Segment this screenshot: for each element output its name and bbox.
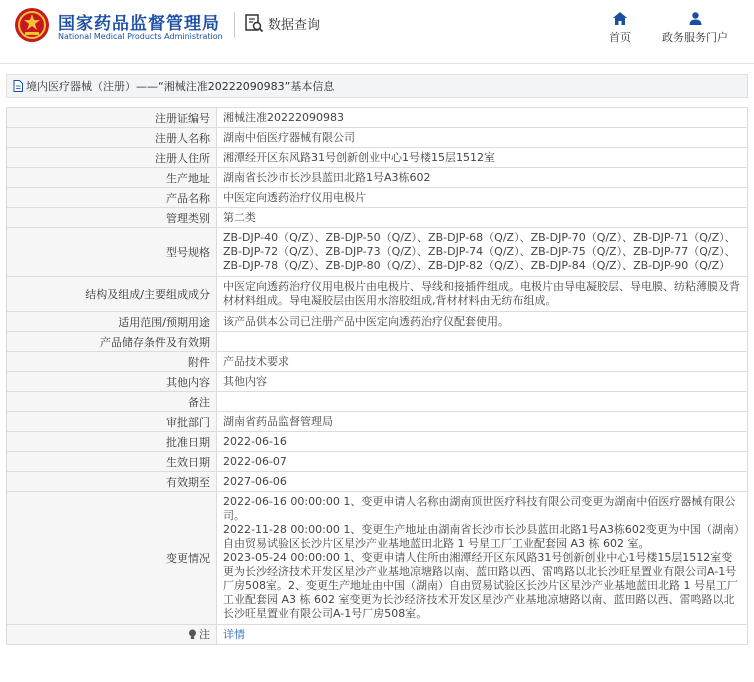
row-value: 湘械注准20222090983 bbox=[217, 108, 748, 128]
row-label: 其他内容 bbox=[7, 372, 217, 392]
table-row bbox=[7, 332, 748, 352]
row-value: 中医定向透药治疗仪用电极片由电极片、导线和接插件组成。电极片由导电凝胶层、导电膜、纺粘薄膜及背材材料组成。导电凝胶层由医用水溶胶组成,背材材料由无纺布组成。 bbox=[217, 277, 748, 312]
brand-title[interactable]: 国家药品监督管理局 bbox=[58, 14, 220, 34]
table-row bbox=[7, 412, 748, 432]
user-icon bbox=[689, 12, 702, 25]
row-label: 管理类别 bbox=[7, 208, 217, 228]
table-row bbox=[7, 392, 748, 412]
row-label: 产品储存条件及有效期 bbox=[7, 332, 217, 352]
row-value: 湖南省药品监督管理局 bbox=[217, 412, 748, 432]
site-header bbox=[0, 0, 754, 64]
table-row bbox=[7, 228, 748, 277]
row-label: 注册证编号 bbox=[7, 108, 217, 128]
change-history bbox=[217, 492, 748, 625]
table-row bbox=[7, 148, 748, 168]
table-row bbox=[7, 472, 748, 492]
change-label: 变更情况 bbox=[7, 492, 217, 625]
header-divider bbox=[234, 12, 235, 38]
row-value: 其他内容 bbox=[217, 372, 748, 392]
details-link[interactable]: 详情 bbox=[223, 627, 245, 641]
table-row bbox=[7, 168, 748, 188]
row-label: 结构及组成/主要组成成分 bbox=[7, 277, 217, 312]
note-label-text: 注 bbox=[199, 628, 210, 642]
row-label: 生效日期 bbox=[7, 452, 217, 472]
table-row bbox=[7, 452, 748, 472]
nav-service-label: 政务服务门户 bbox=[662, 31, 728, 44]
row-value: 2022-06-07 bbox=[217, 452, 748, 472]
table-row bbox=[7, 108, 748, 128]
breadcrumb bbox=[6, 74, 748, 98]
table-row bbox=[7, 372, 748, 392]
detail-table bbox=[6, 107, 748, 645]
data-query-label: 数据查询 bbox=[268, 17, 321, 33]
nav-service-portal[interactable] bbox=[655, 12, 735, 45]
row-value: 湖南中佰医疗器械有限公司 bbox=[217, 128, 748, 148]
note-label bbox=[7, 625, 217, 645]
document-icon bbox=[13, 80, 23, 92]
lightbulb-icon bbox=[188, 629, 197, 640]
home-icon bbox=[613, 12, 627, 25]
row-value: 2027-06-06 bbox=[217, 472, 748, 492]
national-emblem-icon[interactable] bbox=[14, 7, 50, 43]
row-value: 产品技术要求 bbox=[217, 352, 748, 372]
row-value: 第二类 bbox=[217, 208, 748, 228]
row-value bbox=[217, 332, 748, 352]
data-query-link[interactable] bbox=[244, 13, 320, 33]
change-entry: 2022-06-16 00:00:00 1、变更申请人名称由湖南顶世医疗科技有限公司变更为湖南中佰医疗器械有限公司。 bbox=[223, 495, 736, 522]
table-row bbox=[7, 277, 748, 312]
table-row bbox=[7, 625, 748, 645]
row-value: ZB-DJP-40（Q/Z）、ZB-DJP-50（Q/Z）、ZB-DJP-68（Q/Z）、ZB-DJP-70（Q/Z）、ZB-DJP-71（Q/Z）、ZB-DJP-72（Q/Z）、ZB-DJP-73（Q/Z）、ZB-DJP-74（Q/Z）、ZB-DJP-75（Q/Z）、ZB-DJP-77（Q/Z）、ZB-DJP-78（Q/Z）、ZB-DJP-80（Q/Z）、ZB-DJP-82（Q/Z）、ZB-DJP-84（Q/Z）、ZB-DJP-90（Q/Z） bbox=[217, 228, 748, 277]
table-row bbox=[7, 492, 748, 625]
change-entry: 2023-05-24 00:00:00 1、变更申请人住所由湘潭经开区东风路31号创新创业中心1号楼15层1512室变更为长沙经济技术开发区星沙产业基地凉塘路以南、蓝田路以西、雷鸣路以北长沙旺星置业有限公司A-1号厂房508室。2、变更生产地址由中国（湖南）自由贸易试验区长沙片区星沙产业基地蓝田北路 1 号星工厂工业配套园 A3 栋 602 室变更为长沙经济技术开发区星沙产业基地凉塘路以南、蓝田路以西、雷鸣路以北长沙旺星置业有限公司A-1号厂房508室。 bbox=[223, 551, 738, 620]
row-label: 注册人名称 bbox=[7, 128, 217, 148]
breadcrumb-text: 境内医疗器械（注册）——“湘械注准20222090983”基本信息 bbox=[26, 80, 335, 93]
row-value bbox=[217, 392, 748, 412]
note-value bbox=[217, 625, 748, 645]
row-label: 生产地址 bbox=[7, 168, 217, 188]
table-row bbox=[7, 188, 748, 208]
change-entry: 2022-11-28 00:00:00 1、变更生产地址由湖南省长沙市长沙县蓝田北路1号A3栋602变更为中国（湖南）自由贸易试验区长沙片区星沙产业基地蓝田北路 1 号星工厂工业配套园 A3 栋 602 室。 bbox=[223, 523, 740, 550]
row-label: 附件 bbox=[7, 352, 217, 372]
row-label: 审批部门 bbox=[7, 412, 217, 432]
table-row bbox=[7, 208, 748, 228]
row-value: 该产品供本公司已注册产品中医定向透药治疗仪配套使用。 bbox=[217, 312, 748, 332]
row-label: 注册人住所 bbox=[7, 148, 217, 168]
row-value: 2022-06-16 bbox=[217, 432, 748, 452]
table-row bbox=[7, 432, 748, 452]
brand-subtitle: National Medical Products Administration bbox=[58, 32, 223, 41]
nav-home-label: 首页 bbox=[609, 31, 631, 44]
row-label: 批准日期 bbox=[7, 432, 217, 452]
row-value: 湘潭经开区东风路31号创新创业中心1号楼15层1512室 bbox=[217, 148, 748, 168]
row-label: 型号规格 bbox=[7, 228, 217, 277]
search-document-icon bbox=[244, 13, 264, 33]
row-label: 备注 bbox=[7, 392, 217, 412]
row-label: 产品名称 bbox=[7, 188, 217, 208]
table-row bbox=[7, 128, 748, 148]
table-row bbox=[7, 312, 748, 332]
row-label: 适用范围/预期用途 bbox=[7, 312, 217, 332]
row-label: 有效期至 bbox=[7, 472, 217, 492]
table-row bbox=[7, 352, 748, 372]
row-value: 湖南省长沙市长沙县蓝田北路1号A3栋602 bbox=[217, 168, 748, 188]
nav-home[interactable] bbox=[606, 12, 634, 45]
row-value: 中医定向透药治疗仪用电极片 bbox=[217, 188, 748, 208]
